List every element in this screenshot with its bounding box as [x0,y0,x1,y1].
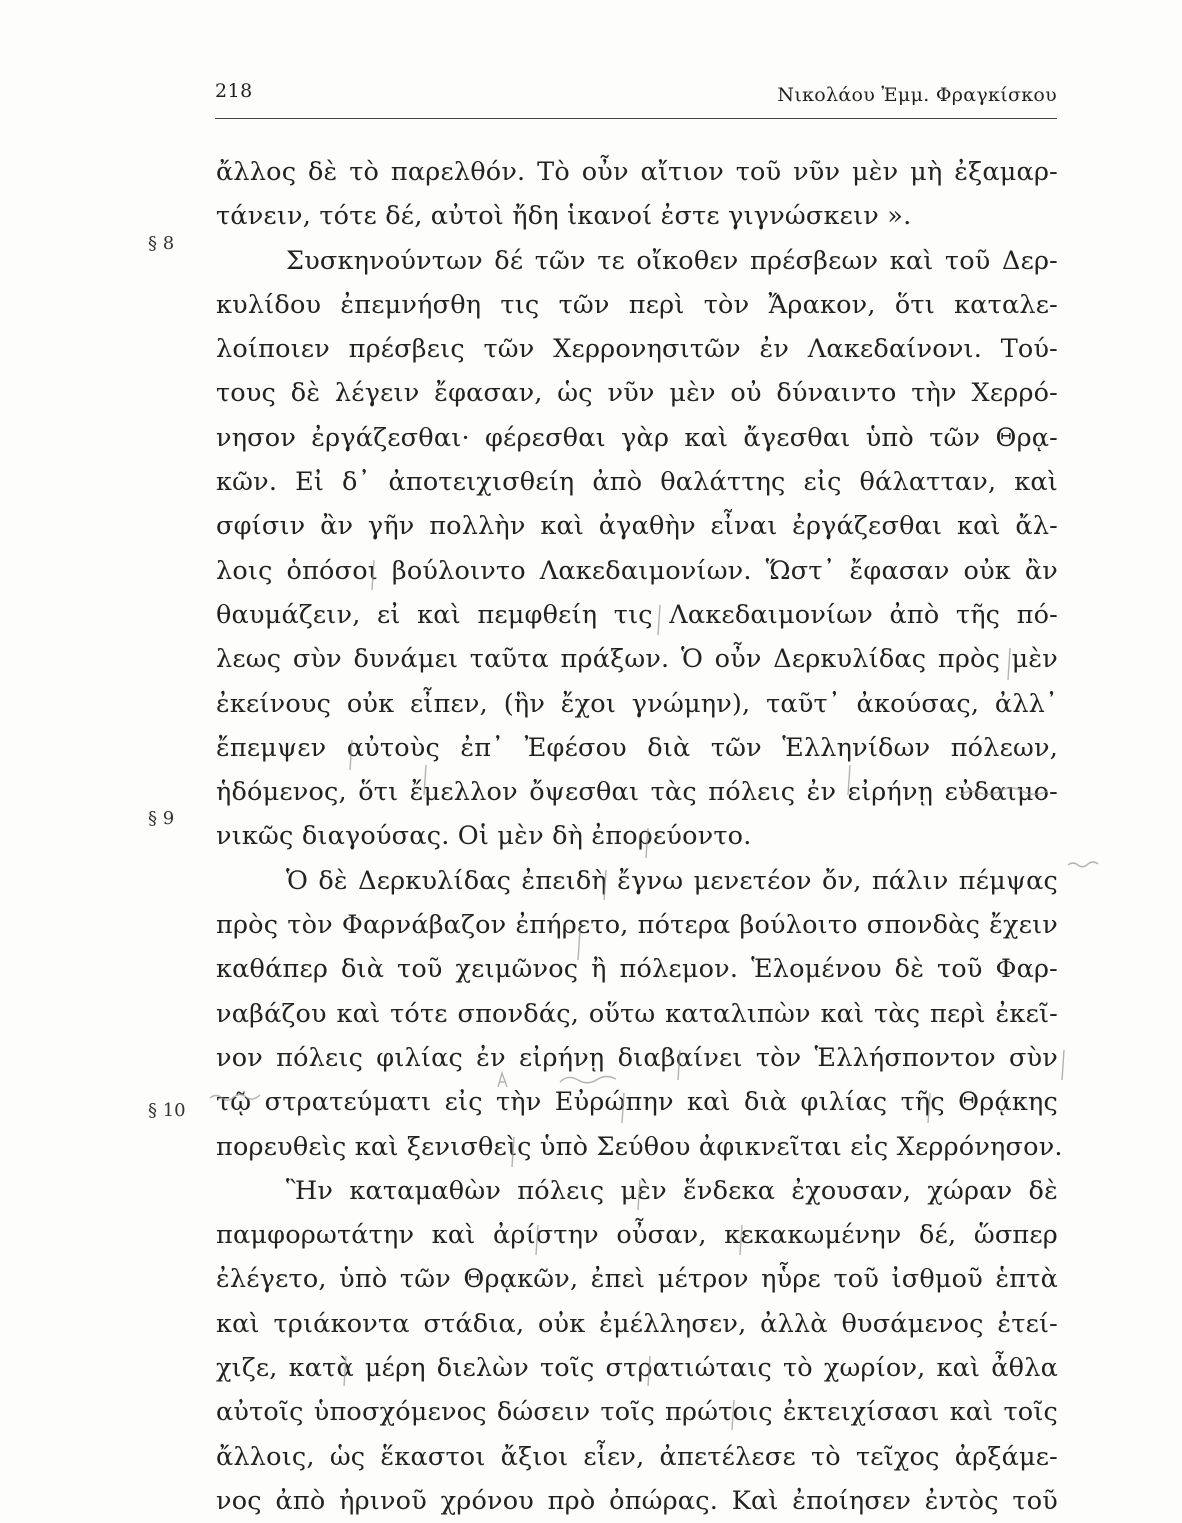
page-number: 218 [215,80,253,102]
pencil-divider [1062,1050,1064,1080]
text-line: ναβάζου καὶ τότε σπονδάς, οὕτω καταλιπὼν καὶ τὰς περὶ ἐκεῖ- [216,998,1058,1029]
text-line: ἐλέγετο, ὑπὸ τῶν Θρᾳκῶν, ἐπεὶ μέτρον ηὗρε τοῦ ἰσθμοῦ ἑπτὰ [216,1264,1058,1295]
text-line: αὐτοῖς ὑποσχόμενος δώσειν τοῖς πρώτοις ἐκτειχίσασι καὶ τοῖς [216,1397,1058,1428]
text-line: πορευθεὶς καὶ ξενισθεὶς ὑπὸ Σεύθου ἀφικνεῖται εἰς Χερρόνησον. [216,1131,1063,1162]
text-line: Συσκηνούντων δέ τῶν τε οἴκοθεν πρέσβεων καὶ τοῦ Δερ- [286,245,1058,276]
text-line: νον πόλεις φιλίας ἐν εἰρήνῃ διαβαίνει τὸν Ἑλλήσποντον σὺν [216,1042,1058,1073]
text-line: θαυμάζειν, εἰ καὶ πεμφθείη τις Λακεδαιμονίων ἀπὸ τῆς πό- [216,599,1058,630]
text-line: νος ἀπὸ ἠρινοῦ χρόνου πρὸ ὀπώρας. Καὶ ἐποίησεν ἐντὸς τοῦ [216,1485,1058,1516]
text-line: ἄλλος δὲ τὸ παρελθόν. Τὸ οὖν αἴτιον τοῦ νῦν μὲν μὴ ἐξαμαρ- [216,157,1058,187]
text-line: σφίσιν ἂν γῆν πολλὴν καὶ ἀγαθὴν εἶναι ἐργάζεσθαι καὶ ἄλ- [216,511,1058,542]
section-marker-10: § 10 [148,1100,186,1121]
text-line: νικῶς διαγούσας. Οἱ μὲν δὴ ἐπορεύοντο. [216,821,752,852]
section-marker-9: § 9 [148,808,175,829]
text-line: ἔπεμψεν αὐτοὺς ἐπ᾽ Ἐφέσου διὰ τῶν Ἑλληνίδων πόλεων, [216,732,1058,763]
text-line: ἄλλοις, ὡς ἕκαστοι ἄξιοι εἶεν, ἀπετέλεσε τὸ τεῖχος ἀρξάμε- [216,1441,1058,1472]
text-line: κῶν. Εἰ δ᾽ ἀποτειχισθείη ἀπὸ θαλάττης εἰς θάλατταν, καὶ [216,467,1058,498]
text-line: νησον ἐργάζεσθαι· φέρεσθαι γὰρ καὶ ἄγεσθαι ὑπὸ τῶν Θρᾳ- [216,422,1058,453]
section-marker-8: § 8 [148,233,175,254]
text-line: τῷ στρατεύματι εἰς τὴν Εὐρώπην καὶ διὰ φιλίας τῆς Θρᾴκης [216,1087,1058,1118]
running-head: Νικολάου Ἐμμ. Φραγκίσκου [777,84,1057,106]
text-line: τους δὲ λέγειν ἔφασαν, ὡς νῦν μὲν οὐ δύναιντο τὴν Χερρό- [216,378,1058,409]
text-line: πρὸς τὸν Φαρνάβαζον ἐπήρετο, πότερα βούλοιτο σπονδὰς ἔχειν [216,910,1058,941]
text-line: χιζε, κατὰ μέρη διελὼν τοῖς στρατιώταις τὸ χωρίον, καὶ ἆθλα [216,1353,1058,1384]
text-line: Ὁ δὲ Δερκυλίδας ἐπειδὴ ἔγνω μενετέον ὄν, πάλιν πέμψας [286,865,1058,896]
text-line: κυλίδου ἐπεμνήσθη τις τῶν περὶ τὸν Ἄρακον, ὅτι καταλε- [216,289,1058,320]
text-line: Ἣν καταμαθὼν πόλεις μὲν ἕνδεκα ἐχουσαν, χώραν δὲ [286,1175,1058,1206]
text-line: καὶ τριάκοντα στάδια, οὐκ ἐμέλλησεν, ἀλλὰ θυσάμενος ἐτεί- [216,1308,1058,1339]
text-line: ἡδόμενος, ὅτι ἔμελλον ὄψεσθαι τὰς πόλεις ἐν εἰρήνῃ εὐδαιμο- [216,777,1058,808]
text-line: λοις ὁπόσοι βούλοιντο Λακεδαιμονίων. Ὥστ᾽ ἔφασαν οὐκ ἂν [216,555,1058,586]
pencil-scribble [1068,862,1098,867]
text-line: τάνειν, τότε δέ, αὐτοὶ ἤδη ἱκανοί ἐστε γιγνώσκειν ». [216,201,912,232]
text-line: παμφορωτάτην καὶ ἀρίστην οὖσαν, κεκακωμένην δέ, ὥσπερ [216,1220,1058,1251]
text-line: λεως σὺν δυνάμει ταῦτα πράξων. Ὁ οὖν Δερκυλίδας πρὸς μὲν [216,644,1058,675]
page-header [215,78,1057,119]
text-line: λοίποιεν πρέσβεις τῶν Χερρονησιτῶν ἐν Λακεδαίνονι. Τού- [216,334,1058,365]
text-line: καθάπερ διὰ τοῦ χειμῶνος ἢ πόλεμον. Ἑλομένου δὲ τοῦ Φαρ- [216,954,1058,985]
main-text [216,150,1063,1523]
text-line: ἐκείνους οὐκ εἶπεν, (ἣν ἔχοι γνώμην), ταῦτ᾽ ἀκούσας, ἀλλ᾽ [216,688,1058,719]
